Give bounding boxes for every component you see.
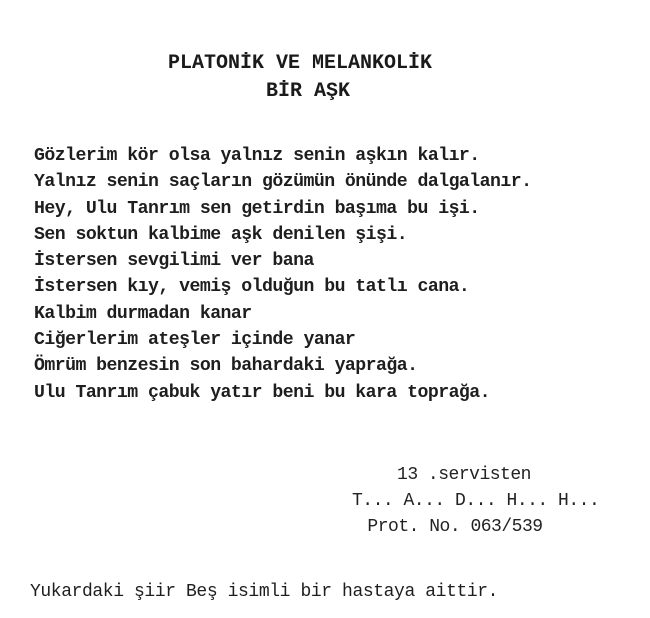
footnote: Yukardaki şiir Beş isimli bir hastaya aittir. xyxy=(30,582,499,602)
poem-line: Ciğerlerim ateşler içinde yanar xyxy=(34,330,356,351)
signature-initials: T... A... D... H... H... xyxy=(352,491,600,511)
poem-line: İstersen kıy, vemiş olduğun bu tatlı cana. xyxy=(34,277,470,298)
signature-block xyxy=(340,462,600,540)
poem-line: Ulu Tanrım çabuk yatır beni bu kara toprağa. xyxy=(34,382,491,403)
signature-service: 13 .servisten xyxy=(397,465,531,485)
poem-body xyxy=(34,143,532,406)
poem-line: Yalnız senin saçların gözümün önünde dalgalanır. xyxy=(34,172,532,193)
signature-protocol-number: Prot. No. 063/539 xyxy=(367,517,543,537)
poem-line: Hey, Ulu Tanrım sen getirdin başıma bu işi. xyxy=(34,198,480,219)
poem-title-line-1: PLATONİK VE MELANKOLİK xyxy=(167,52,433,75)
poem-line: İstersen sevgilimi ver bana xyxy=(34,251,314,272)
poem-line: Gözlerim kör olsa yalnız senin aşkın kalır. xyxy=(34,146,480,166)
poem-line: Ömrüm benzesin son bahardaki yaprağa. xyxy=(34,356,418,377)
poem-line: Sen soktun kalbime aşk denilen şişi. xyxy=(34,224,408,245)
poem-line: Kalbim durmadan kanar xyxy=(34,303,252,324)
poem-title-line-2: BİR AŞK xyxy=(265,80,350,103)
